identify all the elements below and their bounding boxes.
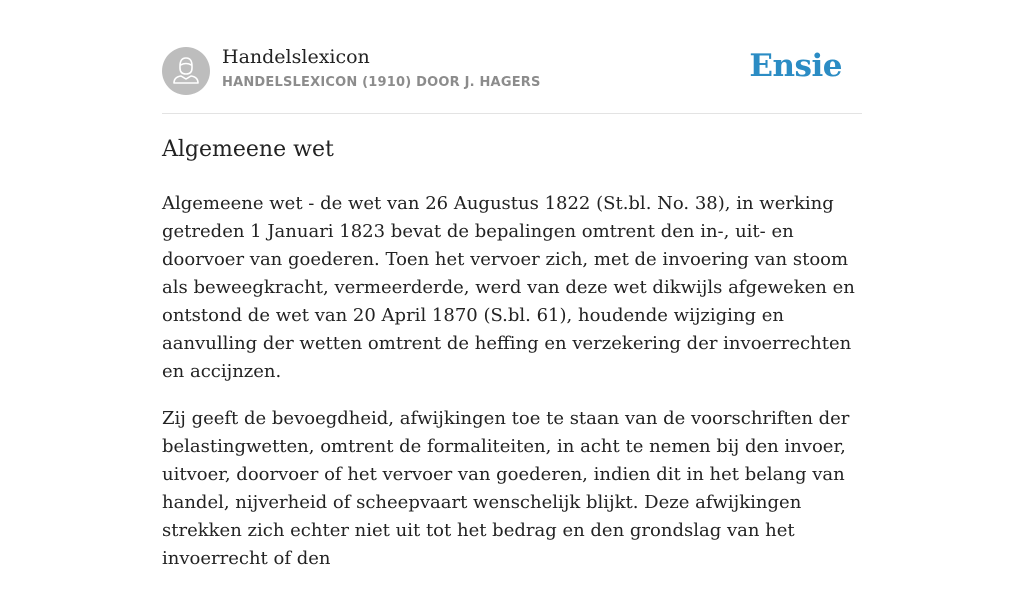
source-name-link[interactable]: Handelslexicon (222, 46, 370, 68)
user-avatar-icon[interactable] (162, 47, 210, 95)
ensie-logo-link[interactable]: Ensie (749, 48, 842, 84)
article-paragraph: Algemeene wet - de wet van 26 Augustus 1822 (St.bl. No. 38), in werking getreden 1 Januari 1823 bevat de bepalingen omtrent den in-, uit- en doorvoer van goederen. Toen het vervoer zich, met de invoering van stoom als beweegkracht, vermeerderde, werd van deze wet dikwijls afgeweken en ontstond de wet van 20 April 1870 (S.bl. 61), houdende wijziging en aanvulling der wetten omtrent de heffing en verzekering der invoerrechten en accijnzen. (162, 193, 855, 382)
article-paragraph: Zij geeft de bevoegdheid, afwijkingen toe te staan van de voorschriften der belastingwetten, omtrent de formaliteiten, in acht te nemen bij den invoer, uitvoer, doorvoer of het vervoer van goederen, indien dit in het belang van handel, nijverheid of scheepvaart wenschelijk blijkt. Deze afwijkingen strekken zich echter niet uit tot het bedrag en den grondslag van het invoerrecht of den (162, 408, 850, 569)
header-divider (162, 113, 862, 114)
article-title: Algemeene wet (162, 137, 334, 162)
source-header (162, 46, 862, 96)
source-subtitle: HANDELSLEXICON (1910) DOOR J. HAGERS (222, 75, 541, 90)
article-body (162, 190, 872, 592)
